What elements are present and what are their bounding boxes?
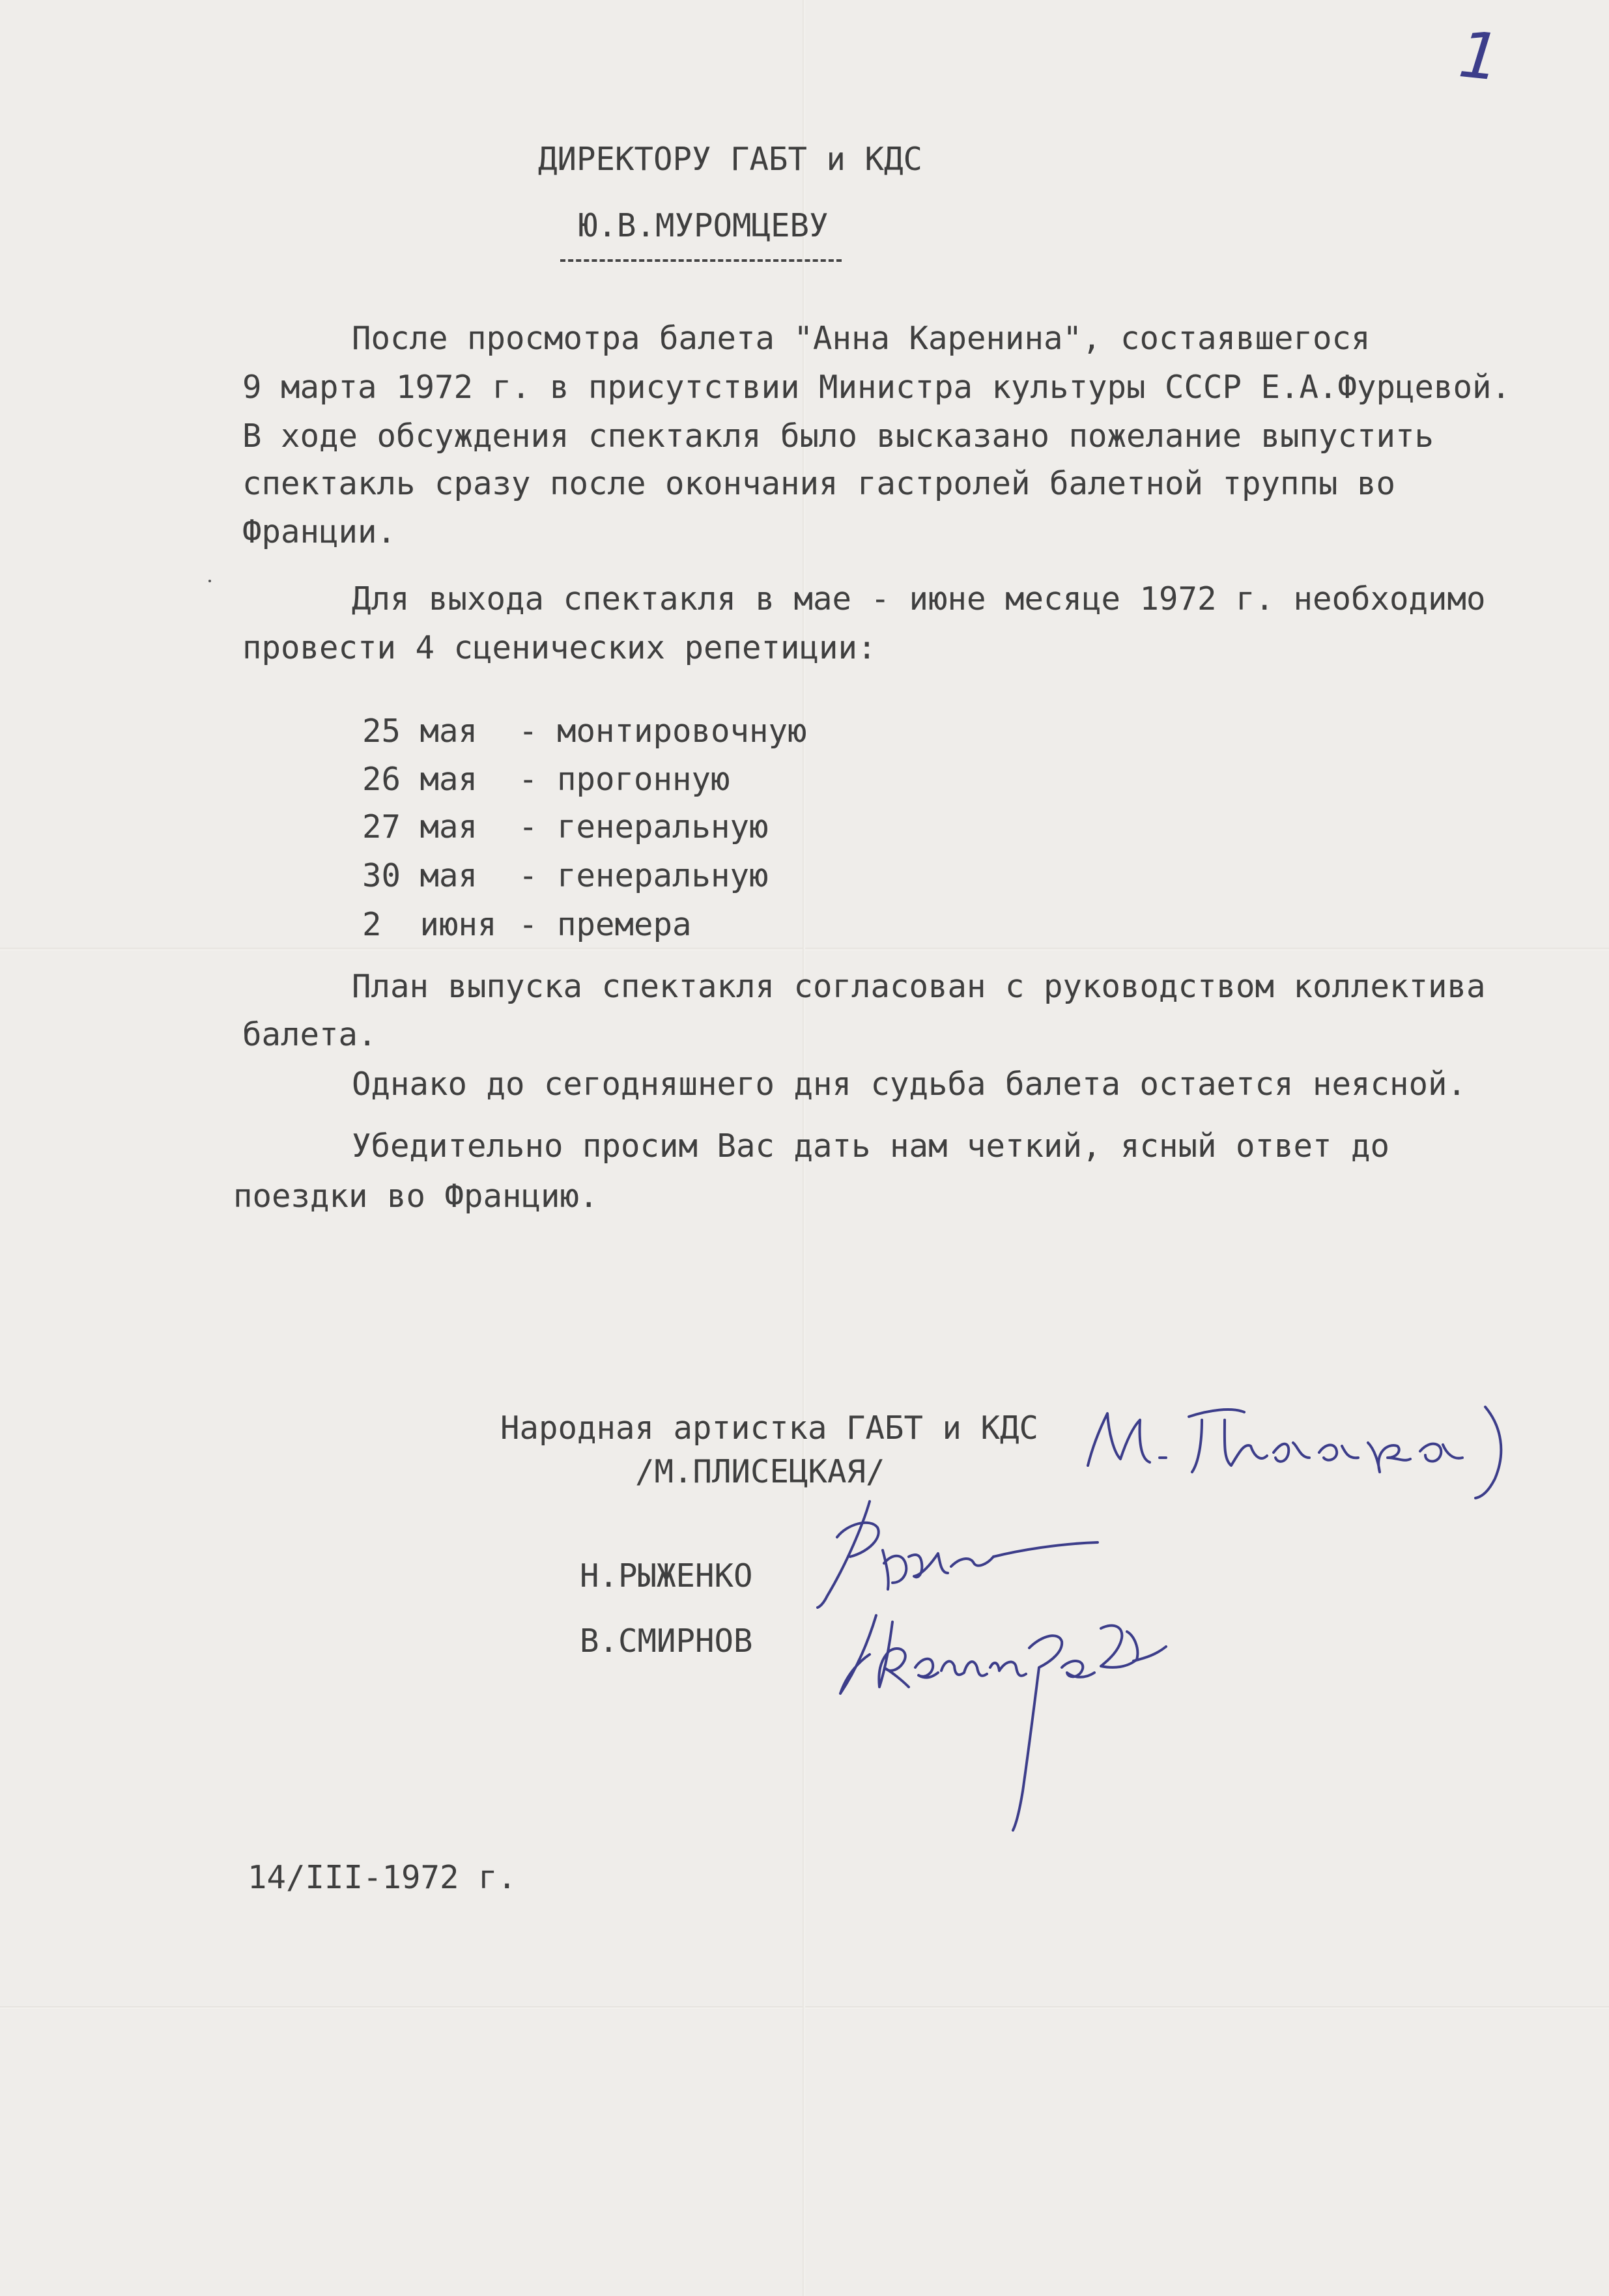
signatory-title: Народная артистка ГАБТ и КДС — [500, 1410, 1039, 1447]
signature-smirnov — [827, 1596, 1192, 1869]
body-line: Убедительно просим Вас дать нам четкий, ясный ответ до — [352, 1127, 1390, 1165]
body-line: спектакль сразу после окончания гастролей балетной труппы во — [242, 465, 1396, 502]
schedule-date: 25 мая — [362, 713, 478, 750]
body-line: После просмотра балета "Анна Каренина", состаявшегося — [352, 320, 1371, 357]
body-line: План выпуска спектакля согласован с руководством коллектива — [352, 968, 1486, 1005]
schedule-date: 27 мая — [362, 808, 478, 845]
schedule-event: - прогонную — [519, 761, 730, 798]
schedule-event: - генеральную — [519, 857, 769, 894]
schedule-event: - генеральную — [519, 808, 769, 845]
schedule-event: - монтировочную — [519, 713, 807, 750]
schedule-date: 2 июня — [362, 906, 497, 943]
signature-plisetskaya — [1068, 1381, 1550, 1505]
body-line: Однако до сегодняшнего дня судьба балета остается неясной. — [352, 1066, 1467, 1103]
signatory-name: /М.ПЛИСЕЦКАЯ/ — [635, 1453, 885, 1490]
addressee-title: ДИРЕКТОРУ ГАБТ и КДС — [538, 141, 923, 178]
ink-dot — [208, 580, 211, 582]
schedule-event: - премера — [519, 906, 692, 943]
signatory-name: В.СМИРНОВ — [580, 1623, 753, 1660]
signatory-name: Н.РЫЖЕНКО — [580, 1557, 753, 1594]
body-line: 9 марта 1972 г. в присутствии Министра культуры СССР Е.А.Фурцевой. — [242, 369, 1511, 406]
body-line: Для выхода спектакля в мае - июне месяце 1972 г. необходимо — [352, 580, 1486, 617]
schedule-date: 26 мая — [362, 761, 478, 798]
body-line: В ходе обсуждения спектакля было высказано пожелание выпустить — [242, 418, 1434, 455]
body-line: поездки во Францию. — [233, 1178, 599, 1215]
body-line: Франции. — [242, 513, 397, 550]
addressee-underline — [560, 259, 842, 262]
body-line: балета. — [242, 1016, 377, 1053]
schedule-date: 30 мая — [362, 857, 478, 894]
document-date: 14/III-1972 г. — [248, 1859, 517, 1896]
body-line: провести 4 сценических репетиции: — [242, 629, 877, 666]
addressee-name: Ю.В.МУРОМЦЕВУ — [578, 207, 829, 244]
page-number: 1 — [1455, 18, 1504, 96]
